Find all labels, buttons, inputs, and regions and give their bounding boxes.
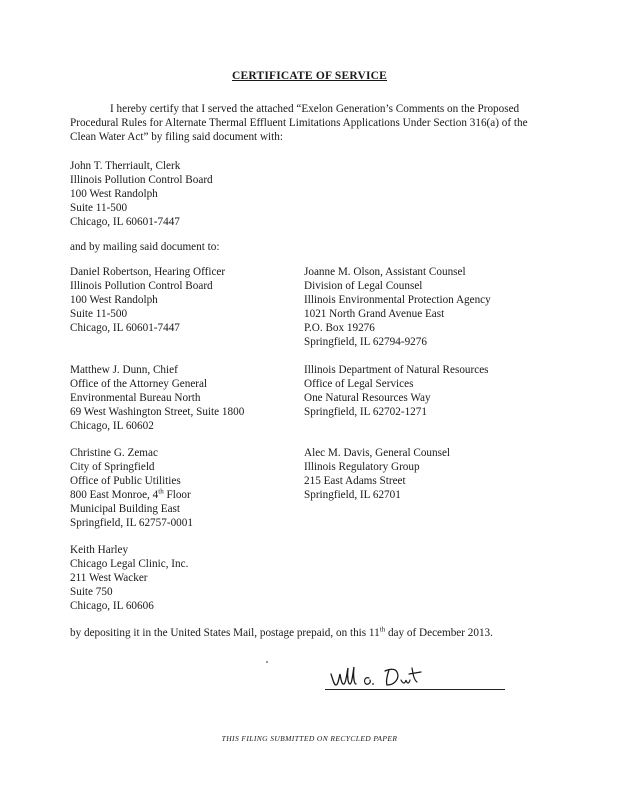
ordinal-suffix: th (379, 625, 386, 634)
address-line: Alec M. Davis, General Counsel (304, 447, 451, 459)
address-line: 100 West Randolph (70, 188, 158, 200)
recipient-robertson (70, 265, 225, 335)
address-line: Matthew J. Dunn, Chief (70, 364, 178, 376)
filed-with-address (70, 159, 213, 229)
address-line: Chicago, IL 60602 (70, 420, 154, 432)
address-line: Illinois Regulatory Group (304, 461, 420, 473)
recipient-idnr (304, 363, 489, 419)
address-line: Chicago Legal Clinic, Inc. (70, 558, 189, 570)
address-line: 69 West Washington Street, Suite 1800 (70, 406, 245, 418)
address-line: Keith Harley (70, 544, 129, 556)
closing-text: day of December 2013. (385, 627, 493, 639)
address-text: 800 East Monroe, 4 (70, 489, 159, 501)
address-line: P.O. Box 19276 (304, 322, 375, 334)
address-line: Municipal Building East (70, 503, 181, 515)
handwritten-signature (325, 658, 445, 692)
address-line: Daniel Robertson, Hearing Officer (70, 266, 226, 278)
recycled-paper-footer: THIS FILING SUBMITTED ON RECYCLED PAPER (221, 734, 398, 743)
address-line: 100 West Randolph (70, 294, 158, 306)
stray-mark (266, 661, 268, 663)
address-line: Chicago, IL 60601-7447 (70, 322, 180, 334)
address-line (70, 488, 193, 502)
recipient-dunn (70, 363, 244, 433)
document-title: CERTIFICATE OF SERVICE (231, 70, 388, 82)
address-line: Division of Legal Counsel (304, 280, 423, 292)
address-line: Springfield, IL 62701 (304, 489, 401, 501)
address-line: Suite 11-500 (70, 308, 128, 320)
recipient-zemac (70, 446, 193, 530)
address-line: Office of the Attorney General (70, 378, 208, 390)
signature-line (325, 689, 505, 690)
address-line: Chicago, IL 60601-7447 (70, 216, 180, 228)
intro-paragraph: I hereby certify that I served the attached “Exelon Generation’s Comments on the Proposed Procedural Rules for Alternate Thermal Effluent Limitations Applications Under Section 316(a) of the Clean Water Act” by filing said document with: (70, 103, 528, 143)
recipient-davis (304, 446, 450, 502)
address-line: Environmental Bureau North (70, 392, 201, 404)
address-line: City of Springfield (70, 461, 155, 473)
closing-text: by depositing it in the United States Mail, postage prepaid, on this 11 (70, 627, 380, 639)
address-line: Chicago, IL 60606 (70, 600, 154, 612)
ordinal-suffix: th (158, 487, 164, 496)
mailing-intro: and by mailing said document to: (70, 241, 220, 253)
address-line: John T. Therriault, Clerk (70, 160, 181, 172)
address-line: Illinois Department of Natural Resources (304, 364, 489, 376)
address-line: Springfield, IL 62794-9276 (304, 336, 427, 348)
address-line: Springfield, IL 62757-0001 (70, 517, 193, 529)
address-line: Springfield, IL 62702-1271 (304, 406, 427, 418)
address-line: Christine G. Zemac (70, 447, 158, 459)
certification-statement (70, 102, 550, 144)
address-text: Floor (163, 489, 191, 501)
recipient-harley (70, 543, 188, 613)
address-line: Illinois Pollution Control Board (70, 280, 213, 292)
address-line: Joanne M. Olson, Assistant Counsel (304, 266, 466, 278)
address-line: 211 West Wacker (70, 572, 148, 584)
address-line: One Natural Resources Way (304, 392, 431, 404)
address-line: Suite 750 (70, 586, 113, 598)
address-line: Suite 11-500 (70, 202, 128, 214)
address-line: Office of Legal Services (304, 378, 414, 390)
address-line: 215 East Adams Street (304, 475, 406, 487)
address-line: Illinois Environmental Protection Agency (304, 294, 491, 306)
recipient-olson (304, 265, 491, 349)
closing-statement (70, 626, 493, 640)
address-line: Office of Public Utilities (70, 475, 181, 487)
address-line: 1021 North Grand Avenue East (304, 308, 445, 320)
address-line: Illinois Pollution Control Board (70, 174, 213, 186)
